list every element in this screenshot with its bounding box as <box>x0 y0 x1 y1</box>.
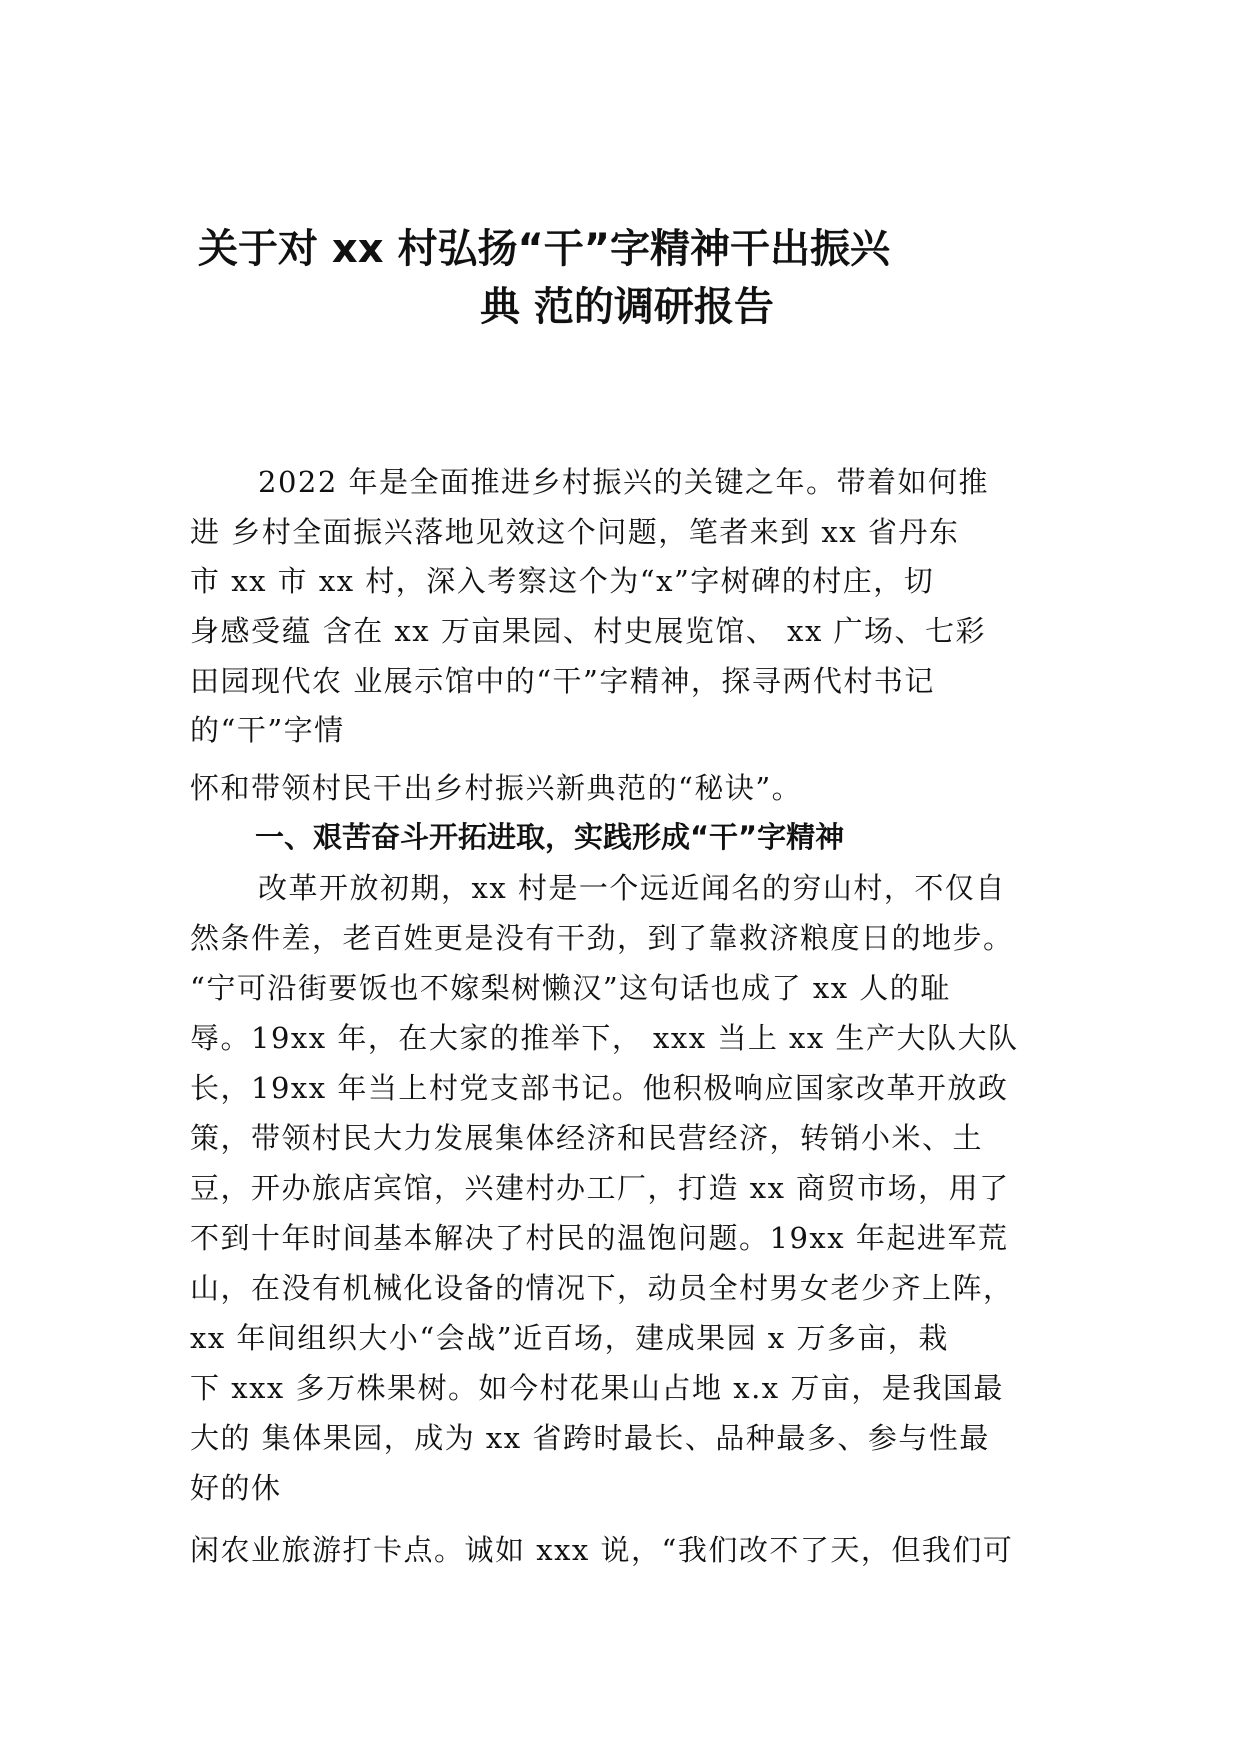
intro-line-3: 市 xx 市 xx 村，深入考察这个为“x”字树碑的村庄，切 <box>190 564 935 598</box>
intro-line-5: 田园现代农 业展示馆中的“干”字精神，探寻两代村书记 <box>190 664 935 698</box>
intro-line-1: 2022 年是全面推进乡村振兴的关键之年。带着如何推 <box>258 465 990 499</box>
section-1-line-4: 辱。19xx 年，在大家的推举下， xxx 当上 xx 生产大队大队 <box>190 1021 1019 1055</box>
section-1-line-6: 策，带领村民大力发展集体经济和民营经济，转销小米、土 <box>190 1121 984 1155</box>
section-1-line-12: 大的 集体果园，成为 xx 省跨时最长、品种最多、参与性最 <box>190 1421 990 1455</box>
document-title-line-1: 关于对 xx 村弘扬“干”字精神干出振兴 <box>198 226 891 272</box>
intro-line-2: 进 乡村全面振兴落地见效这个问题，笔者来到 xx 省丹东 <box>190 515 960 549</box>
intro-line-7: 怀和带领村民干出乡村振兴新典范的“秘诀”。 <box>190 771 803 805</box>
intro-line-6: 的“干”字情 <box>190 713 345 747</box>
section-1-line-5: 长，19xx 年当上村党支部书记。他积极响应国家改革开放政 <box>190 1071 1009 1105</box>
section-1-line-11: 下 xxx 多万株果树。如今村花果山占地 x.x 万亩，是我国最 <box>190 1371 1004 1405</box>
section-1-line-14: 闲农业旅游打卡点。诚如 xxx 说，“我们改不了天，但我们可 <box>190 1533 1014 1567</box>
section-1-line-2: 然条件差，老百姓更是没有干劲，到了靠救济粮度日的地步。 <box>190 921 1014 955</box>
section-1-line-7: 豆，开办旅店宾馆，兴建村办工厂，打造 xx 商贸市场，用了 <box>190 1171 1010 1205</box>
intro-line-4: 身感受蕴 含在 xx 万亩果园、村史展览馆、 xx 广场、七彩 <box>190 614 987 648</box>
section-1-line-3: “宁可沿街要饭也不嫁梨树懒汉”这句话也成了 xx 人的耻 <box>190 971 951 1005</box>
document-title-line-2: 典 范的调研报告 <box>480 284 774 330</box>
section-1-line-9: 山，在没有机械化设备的情况下，动员全村男女老少齐上阵， <box>190 1271 1014 1305</box>
section-1-line-1: 改革开放初期，xx 村是一个远近闻名的穷山村，不仅自 <box>258 871 1006 905</box>
section-1-line-13: 好的休 <box>190 1471 282 1505</box>
section-1-line-8: 不到十年时间基本解决了村民的温饱问题。19xx 年起进军荒 <box>190 1221 1009 1255</box>
section-1-line-10: xx 年间组织大小“会战”近百场，建成果园 x 万多亩，栽 <box>190 1321 949 1355</box>
section-1-heading: 一、艰苦奋斗开拓进取，实践形成“干”字精神 <box>255 820 845 854</box>
